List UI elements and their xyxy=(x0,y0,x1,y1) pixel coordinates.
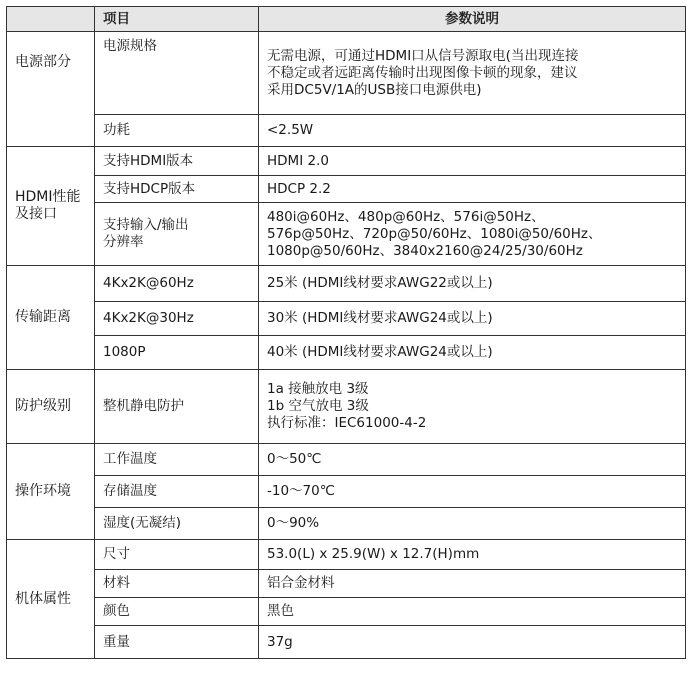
table-row xyxy=(7,598,686,626)
item-value: 铝合金材料 xyxy=(259,570,686,598)
item-value: 53.0(L) x 25.9(W) x 12.7(H)mm xyxy=(259,540,686,570)
item-value: 480i@60Hz、480p@60Hz、576i@50Hz、 576p@50Hz、720p@50/60Hz、1080i@50/60Hz、 1080p@50/60Hz、3840x2160@24/25/30/60Hz xyxy=(259,203,686,266)
category-body: 机体属性 xyxy=(7,540,95,659)
item-value: 1a 接触放电 3级 1b 空气放电 3级 执行标准：IEC61000-4-2 xyxy=(259,370,686,444)
item-value: 30米 (HDMI线材要求AWG24或以上) xyxy=(259,302,686,336)
table-row xyxy=(7,476,686,508)
item-label: 材料 xyxy=(95,570,259,598)
table-row xyxy=(7,508,686,540)
table-row xyxy=(7,176,686,203)
item-label: 存储温度 xyxy=(95,476,259,508)
table-row xyxy=(7,203,686,266)
item-label: 整机静电防护 xyxy=(95,370,259,444)
table-row xyxy=(7,336,686,370)
item-value: 25米 (HDMI线材要求AWG22或以上) xyxy=(259,266,686,302)
category-protection: 防护级别 xyxy=(7,370,95,444)
item-label: 工作温度 xyxy=(95,444,259,476)
table-row xyxy=(7,302,686,336)
item-value: 40米 (HDMI线材要求AWG24或以上) xyxy=(259,336,686,370)
item-label: 颜色 xyxy=(95,598,259,626)
table-row xyxy=(7,370,686,444)
category-power: 电源部分 xyxy=(7,32,95,147)
table-row xyxy=(7,32,686,115)
item-label: 重量 xyxy=(95,626,259,659)
table-row xyxy=(7,626,686,659)
category-environment: 操作环境 xyxy=(7,444,95,540)
item-value: -10～70℃ xyxy=(259,476,686,508)
header-row xyxy=(7,7,686,32)
item-value: <2.5W xyxy=(259,115,686,147)
header-category xyxy=(7,7,95,32)
category-distance: 传输距离 xyxy=(7,266,95,370)
table-row xyxy=(7,570,686,598)
spec-table xyxy=(6,6,686,659)
item-label: 功耗 xyxy=(95,115,259,147)
item-value: HDCP 2.2 xyxy=(259,176,686,203)
item-label: 湿度(无凝结) xyxy=(95,508,259,540)
item-label: 电源规格 xyxy=(95,32,259,115)
item-label: 4Kx2K@30Hz xyxy=(95,302,259,336)
item-value: 0～90% xyxy=(259,508,686,540)
item-label: 尺寸 xyxy=(95,540,259,570)
item-label: 支持HDCP版本 xyxy=(95,176,259,203)
category-hdmi: HDMI性能 及接口 xyxy=(7,147,95,266)
header-parameter: 参数说明 xyxy=(259,7,686,32)
table-row xyxy=(7,540,686,570)
item-value: 无需电源，可通过HDMI口从信号源取电(当出现连接 不稳定或者远距离传输时出现图像卡顿的现象，建议 采用DC5V/1A的USB接口电源供电) xyxy=(259,32,686,115)
item-label: 支持HDMI版本 xyxy=(95,147,259,176)
table-row xyxy=(7,266,686,302)
item-value: 0～50℃ xyxy=(259,444,686,476)
item-label: 4Kx2K@60Hz xyxy=(95,266,259,302)
table-row xyxy=(7,115,686,147)
item-label: 支持输入/输出 分辨率 xyxy=(95,203,259,266)
item-value: 黑色 xyxy=(259,598,686,626)
table-row xyxy=(7,147,686,176)
item-label: 1080P xyxy=(95,336,259,370)
item-value: HDMI 2.0 xyxy=(259,147,686,176)
item-value: 37g xyxy=(259,626,686,659)
header-item: 项目 xyxy=(95,7,259,32)
table-row xyxy=(7,444,686,476)
